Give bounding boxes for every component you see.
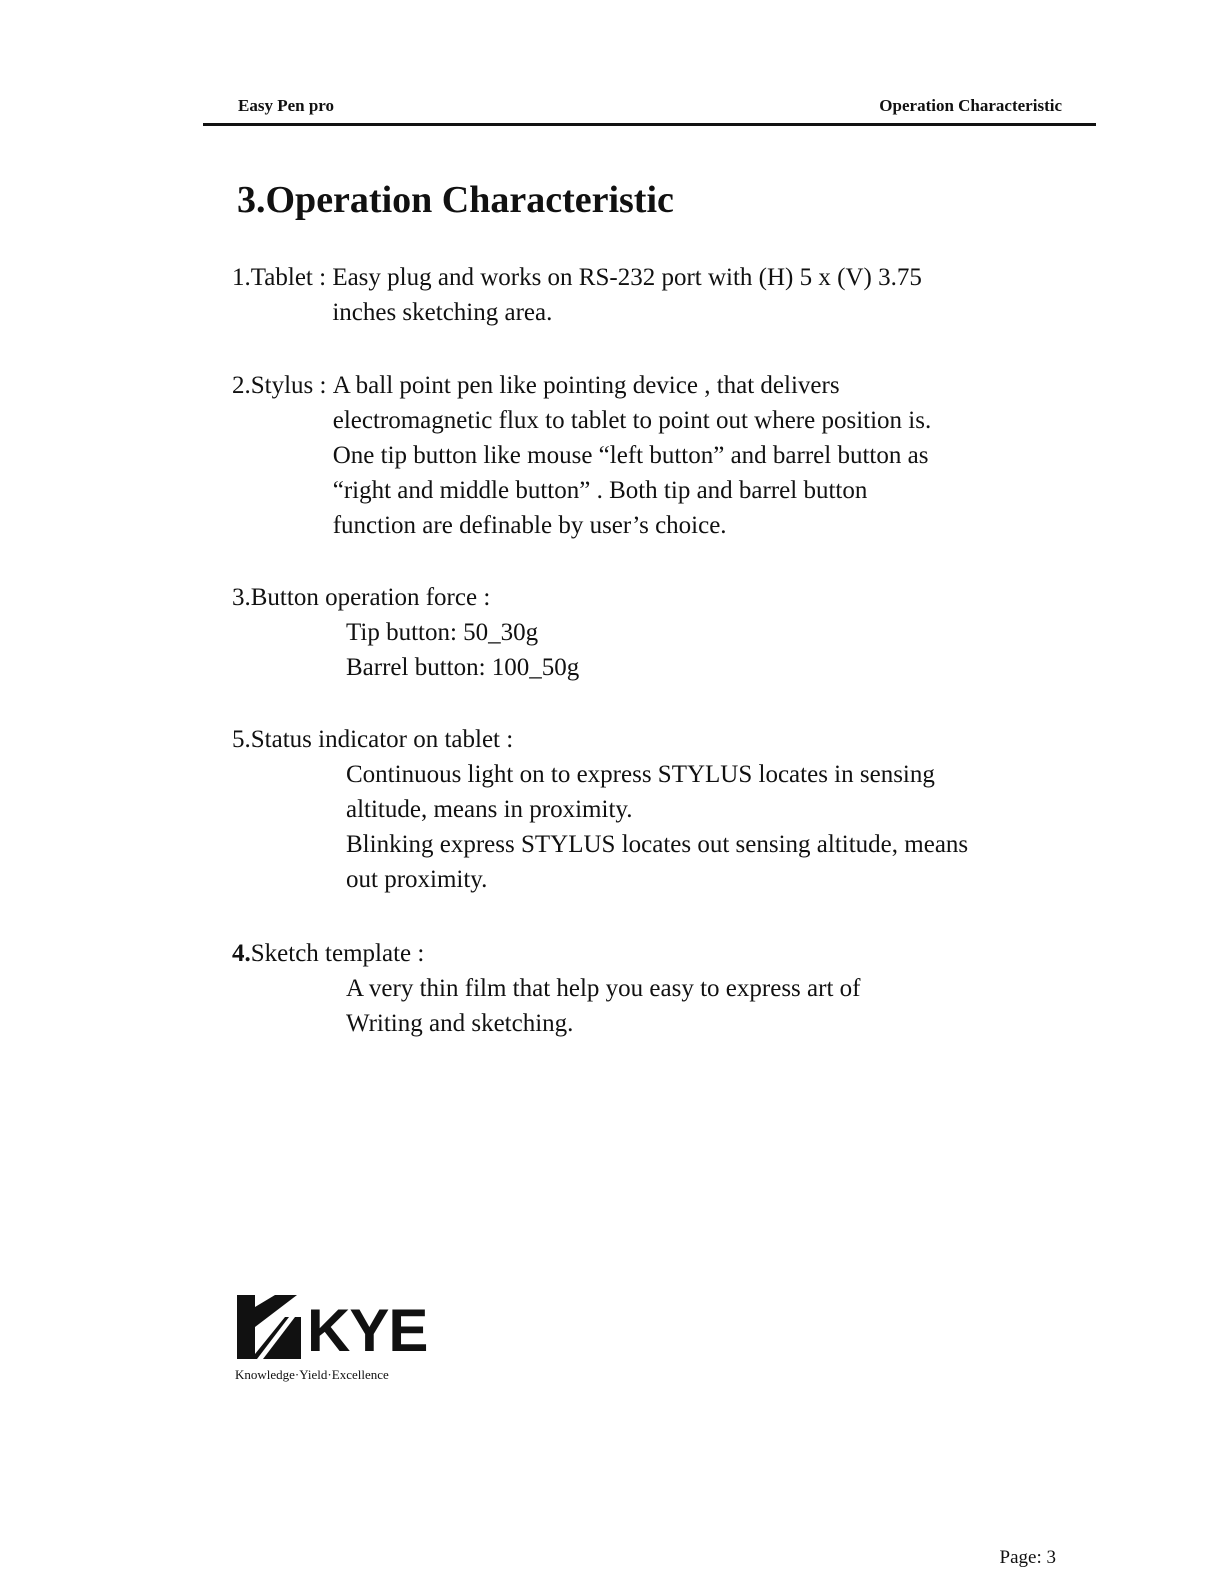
item-button-force-line: Tip button: 50_30g	[346, 619, 539, 646]
item-stylus-line: One tip button like mouse “left button” and barrel button as	[332, 442, 929, 469]
item-stylus-line: A ball point pen like pointing device , that delivers	[332, 372, 840, 399]
item-status-line: out proximity.	[346, 866, 488, 893]
kye-logo-mark-icon	[235, 1293, 303, 1361]
item-status-indicator	[232, 722, 968, 897]
item-stylus-line: “right and middle button” . Both tip and barrel button	[332, 477, 868, 504]
item-status-line: Blinking express STYLUS locates out sensing altitude, means	[346, 831, 969, 858]
item-stylus	[232, 368, 931, 543]
item-tablet-line: inches sketching area.	[332, 299, 553, 326]
item-stylus-line: function are definable by user’s choice.	[332, 512, 727, 539]
page-number: Page: 3	[999, 1547, 1056, 1568]
item-button-force-label: 3.Button operation force :	[232, 584, 491, 611]
kye-logo-tagline: Knowledge·Yield·Excellence	[235, 1367, 389, 1382]
header-rule	[203, 123, 1096, 126]
page-title: 3.Operation Characteristic	[237, 179, 674, 221]
item-stylus-line: electromagnetic flux to tablet to point out where position is.	[332, 407, 932, 434]
item-status-line: altitude, means in proximity.	[346, 796, 633, 823]
item-status-line: Continuous light on to express STYLUS locates in sensing	[346, 761, 935, 788]
item-sketch-number: 4.	[232, 940, 251, 967]
item-tablet	[232, 260, 922, 330]
item-sketch-line: Writing and sketching.	[346, 1010, 574, 1037]
item-sketch-line: A very thin film that help you easy to express art of	[346, 975, 861, 1002]
header-section-name: Operation Characteristic	[879, 96, 1062, 115]
item-sketch-label: Sketch template :	[250, 940, 425, 967]
item-tablet-label: 1.Tablet :	[232, 264, 333, 291]
header-product-name: Easy Pen pro	[238, 96, 335, 115]
item-stylus-label: 2.Stylus :	[232, 372, 333, 399]
kye-logo	[235, 1293, 427, 1383]
item-button-force-line: Barrel button: 100_50g	[346, 654, 580, 681]
kye-logo-text: KYE	[307, 1297, 428, 1364]
item-sketch-template	[232, 936, 860, 1041]
item-button-force	[232, 580, 579, 685]
item-tablet-line: Easy plug and works on RS-232 port with (H) 5 x (V) 3.75	[332, 264, 922, 291]
item-status-label: 5.Status indicator on tablet :	[232, 726, 514, 753]
